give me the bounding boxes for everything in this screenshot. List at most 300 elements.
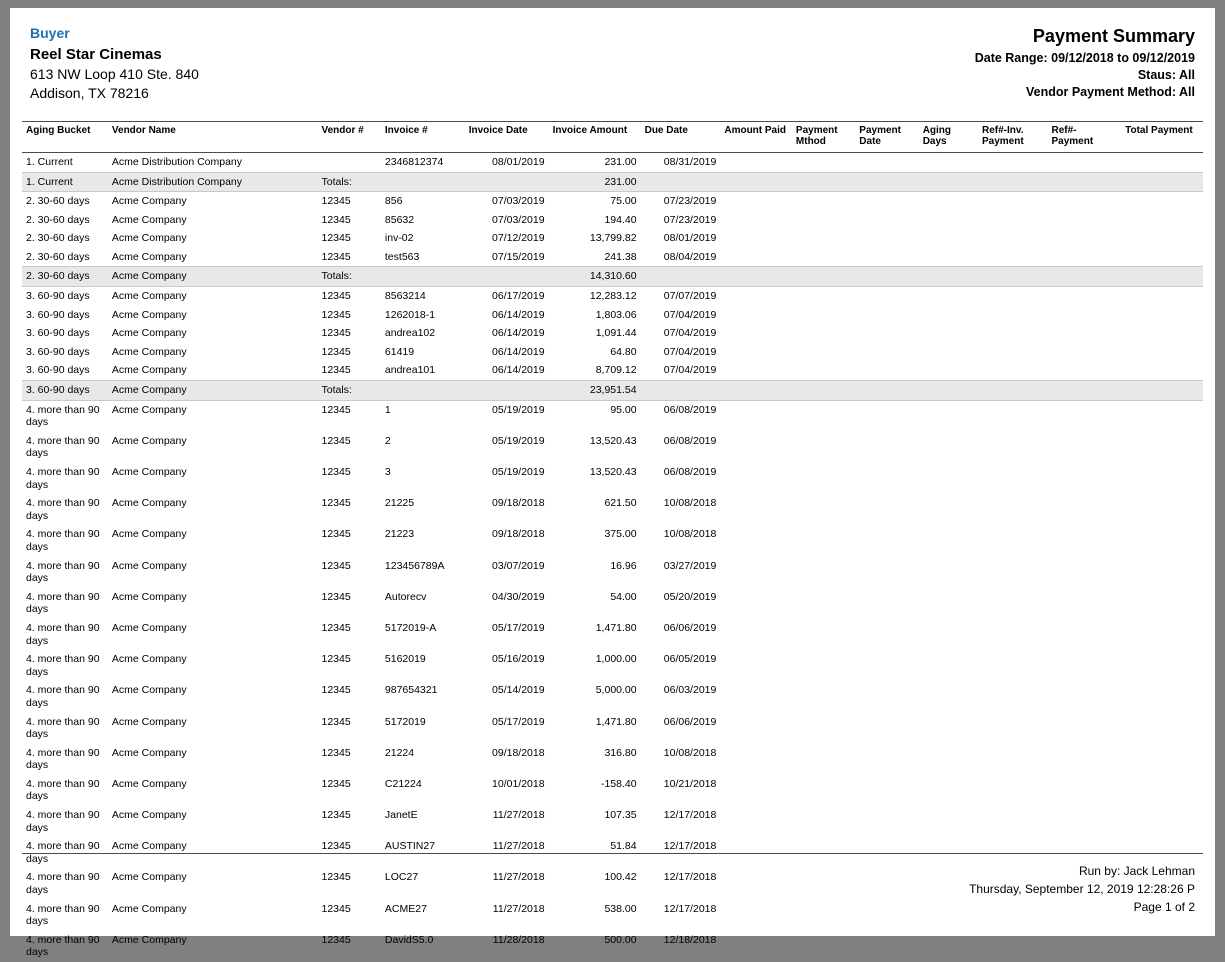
report-footer: [969, 862, 1195, 916]
aging-days-cell: [919, 248, 978, 267]
ref-inv-payment-cell: [978, 525, 1048, 556]
payment-date-cell: [855, 287, 918, 306]
col-vendor-number: Vendor #: [318, 121, 381, 152]
payment-date-cell: [855, 361, 918, 380]
ref-payment-cell: [1048, 192, 1122, 211]
invoice-amount-cell: 316.80: [604, 746, 637, 759]
invoice-amount-cell: 5,000.00: [595, 684, 637, 697]
ref-inv-payment-cell: [978, 248, 1048, 267]
invoice-amount-cell: 1,091.44: [595, 327, 637, 340]
ref-payment-cell: [1048, 432, 1122, 463]
total-payment-cell: [1121, 744, 1203, 775]
aging-bucket-cell: 3. 60-90 days: [26, 327, 90, 340]
invoice-number-cell: andrea101: [384, 364, 436, 377]
col-invoice-amount: Invoice Amount: [549, 121, 641, 152]
amount-paid-cell: [720, 806, 792, 837]
vendor-number-cell: 12345: [321, 434, 351, 447]
aging-bucket-cell: 3. 60-90 days: [26, 364, 90, 377]
ref-inv-payment-cell: [978, 381, 1048, 401]
payment-method-cell: [792, 525, 855, 556]
payment-method-cell: [792, 494, 855, 525]
aging-days-cell: [919, 192, 978, 211]
vendor-number-cell: Totals:: [318, 172, 381, 192]
total-payment-cell: [1121, 775, 1203, 806]
table-row: [22, 650, 1203, 681]
vendor-name-cell: Acme Company: [111, 403, 187, 416]
amount-paid-cell: [720, 287, 792, 306]
vendor-name-cell: Acme Company: [111, 327, 187, 340]
payment-method-cell: [792, 806, 855, 837]
payment-method-cell: [792, 172, 855, 192]
ref-inv-payment-cell: [978, 931, 1048, 962]
buyer-address-line-2: Addison, TX 78216: [30, 85, 149, 102]
ref-payment-cell: [1048, 211, 1122, 230]
ref-inv-payment-cell: [978, 361, 1048, 380]
payment-method-cell: [792, 775, 855, 806]
status-label: Staus: All: [1137, 68, 1195, 83]
invoice-amount-cell: 1,471.80: [595, 715, 637, 728]
page-title: Payment Summary: [1032, 26, 1195, 46]
amount-paid-cell: [720, 463, 792, 494]
invoice-amount-cell: 107.35: [604, 809, 637, 822]
invoice-date-cell: 11/27/2018: [492, 871, 545, 884]
invoice-date-cell: [465, 172, 549, 192]
ref-payment-cell: [1048, 306, 1122, 325]
payment-method-cell: [792, 432, 855, 463]
table-row: [22, 681, 1203, 712]
vendor-number-cell: 12345: [321, 232, 351, 245]
invoice-number-cell: [381, 172, 465, 192]
aging-bucket-cell: 4. more than 90 days: [26, 528, 100, 553]
payment-method-cell: [792, 400, 855, 432]
total-payment-cell: [1121, 713, 1203, 744]
vendor-name-cell: Acme Company: [111, 434, 187, 447]
ref-payment-cell: [1048, 267, 1122, 287]
payment-date-cell: [855, 381, 918, 401]
invoice-date-cell: [465, 267, 549, 287]
invoice-number-cell: 21224: [384, 746, 415, 759]
invoice-date-cell: 05/19/2019: [492, 434, 545, 447]
payment-date-cell: [855, 432, 918, 463]
aging-bucket-cell: 4. more than 90 days: [26, 466, 100, 491]
aging-bucket-cell: 4. more than 90 days: [26, 902, 100, 928]
due-date-cell: 06/06/2019: [663, 715, 717, 728]
vendor-name-cell: Acme Company: [111, 345, 187, 358]
invoice-amount-cell: 95.00: [610, 403, 637, 416]
due-date-cell: 12/18/2018: [663, 933, 717, 946]
ref-payment-cell: [1048, 588, 1122, 619]
invoice-number-cell: 987654321: [384, 684, 438, 697]
amount-paid-cell: [720, 931, 792, 962]
invoice-number-cell: andrea102: [384, 327, 436, 340]
aging-days-cell: [919, 211, 978, 230]
ref-payment-cell: [1048, 172, 1122, 192]
col-vendor-name: Vendor Name: [108, 121, 318, 152]
aging-days-cell: [919, 806, 978, 837]
vendor-number-cell: 12345: [321, 559, 351, 572]
total-payment-cell: [1121, 432, 1203, 463]
amount-paid-cell: [720, 211, 792, 230]
invoice-number-cell: LOC27: [384, 871, 419, 884]
invoice-date-cell: 10/01/2018: [492, 777, 545, 790]
vendor-number-cell: 12345: [321, 213, 351, 226]
total-payment-cell: [1121, 287, 1203, 306]
payment-date-cell: [855, 463, 918, 494]
invoice-number-cell: 5162019: [384, 653, 426, 666]
invoice-number-cell: [381, 267, 465, 287]
report-header: [22, 24, 1203, 103]
ref-inv-payment-cell: [978, 211, 1048, 230]
invoice-date-cell: 07/03/2019: [492, 195, 545, 208]
table-row: [22, 494, 1203, 525]
amount-paid-cell: [720, 229, 792, 248]
table-row: [22, 343, 1203, 362]
vendor-name-cell: Acme Company: [111, 213, 187, 226]
amount-paid-cell: [720, 681, 792, 712]
vendor-name-cell: Acme Company: [111, 559, 187, 572]
payment-method-cell: [792, 152, 855, 172]
total-payment-cell: [1121, 619, 1203, 650]
table-row: [22, 381, 1203, 401]
payment-date-cell: [855, 775, 918, 806]
table-row: [22, 432, 1203, 463]
vendor-number-cell: 12345: [321, 621, 351, 634]
payment-method-cell: [792, 713, 855, 744]
invoice-number-cell: 21225: [384, 497, 415, 510]
invoice-number-cell: test563: [384, 250, 420, 263]
run-datetime-label: Thursday, September 12, 2019 12:28:26 P: [969, 882, 1195, 896]
payment-date-cell: [855, 868, 918, 899]
vendor-name-cell: Acme Company: [111, 290, 187, 303]
payment-date-cell: [855, 229, 918, 248]
aging-days-cell: [919, 152, 978, 172]
total-payment-cell: [1121, 343, 1203, 362]
table-row: [22, 588, 1203, 619]
aging-bucket-cell: 4. more than 90 days: [26, 684, 100, 709]
ref-payment-cell: [1048, 248, 1122, 267]
vendor-number-cell: [318, 152, 381, 172]
col-ref-inv-payment: Ref#-Inv. Payment: [978, 121, 1048, 152]
payment-date-cell: [855, 713, 918, 744]
due-date-cell: 08/31/2019: [663, 155, 717, 168]
due-date-cell: 06/08/2019: [663, 434, 717, 447]
vendor-name-cell: Acme Company: [111, 902, 187, 915]
vendor-name-cell: Acme Company: [111, 497, 187, 510]
invoice-number-cell: Autorecv: [384, 590, 427, 603]
page-number-label: Page 1 of 2: [1133, 900, 1195, 914]
vendor-name-cell: Acme Company: [111, 250, 187, 263]
aging-bucket-cell: 2. 30-60 days: [26, 195, 90, 208]
report-summary-block: [975, 24, 1195, 101]
payment-method-cell: [792, 619, 855, 650]
invoice-date-cell: 11/27/2018: [492, 840, 545, 853]
invoice-number-cell: [381, 381, 465, 401]
invoice-number-cell: 21223: [384, 528, 415, 541]
aging-bucket-cell: 4. more than 90 days: [26, 403, 100, 429]
aging-days-cell: [919, 463, 978, 494]
vendor-number-cell: 12345: [321, 290, 351, 303]
vendor-number-cell: 12345: [321, 902, 351, 915]
aging-bucket-cell: 4. more than 90 days: [26, 559, 100, 585]
aging-days-cell: [919, 361, 978, 380]
due-date-cell: 10/08/2018: [663, 528, 717, 541]
invoice-amount-cell: 1,471.80: [595, 621, 637, 634]
amount-paid-cell: [720, 900, 792, 931]
ref-inv-payment-cell: [978, 806, 1048, 837]
payment-method-cell: [792, 287, 855, 306]
table-row: [22, 400, 1203, 432]
table-row: [22, 324, 1203, 343]
invoice-date-cell: 11/27/2018: [492, 809, 545, 822]
amount-paid-cell: [720, 775, 792, 806]
aging-bucket-cell: 4. more than 90 days: [26, 621, 100, 647]
invoice-number-cell: ACME27: [384, 902, 427, 915]
due-date-cell: 12/17/2018: [663, 840, 717, 853]
ref-inv-payment-cell: [978, 267, 1048, 287]
total-payment-cell: [1121, 324, 1203, 343]
ref-payment-cell: [1048, 287, 1122, 306]
report-page: [10, 8, 1215, 959]
invoice-date-cell: 11/27/2018: [492, 902, 545, 915]
vendor-number-cell: 12345: [321, 590, 351, 603]
vendor-number-cell: 12345: [321, 195, 351, 208]
aging-bucket-cell: 4. more than 90 days: [26, 590, 100, 616]
invoice-amount-cell: 54.00: [610, 590, 637, 603]
ref-inv-payment-cell: [978, 343, 1048, 362]
aging-bucket-cell: 3. 60-90 days: [22, 381, 108, 401]
vendor-number-cell: 12345: [321, 653, 351, 666]
payment-method-cell: [792, 211, 855, 230]
payment-date-cell: [855, 400, 918, 432]
vendor-name-cell: Acme Company: [111, 840, 187, 853]
vendor-payment-method-label: Vendor Payment Method: All: [1025, 85, 1195, 100]
aging-days-cell: [919, 619, 978, 650]
invoice-amount-cell: 538.00: [604, 902, 637, 915]
invoice-date-cell: 06/14/2019: [492, 327, 545, 340]
payment-date-cell: [855, 681, 918, 712]
payment-date-cell: [855, 343, 918, 362]
payment-method-cell: [792, 229, 855, 248]
invoice-date-cell: 05/14/2019: [492, 684, 545, 697]
aging-bucket-cell: 4. more than 90 days: [26, 840, 100, 865]
ref-payment-cell: [1048, 400, 1122, 432]
vendor-number-cell: 12345: [321, 746, 351, 759]
vendor-number-cell: 12345: [321, 933, 351, 946]
payment-date-cell: [855, 324, 918, 343]
amount-paid-cell: [720, 400, 792, 432]
total-payment-cell: [1121, 931, 1203, 962]
aging-bucket-cell: 2. 30-60 days: [26, 232, 90, 245]
payment-date-cell: [855, 900, 918, 931]
footer-divider: [22, 853, 1203, 854]
ref-payment-cell: [1048, 152, 1122, 172]
payment-date-cell: [855, 619, 918, 650]
due-date-cell: 08/04/2019: [663, 250, 717, 263]
invoice-number-cell: 123456789A: [384, 559, 445, 572]
aging-days-cell: [919, 681, 978, 712]
ref-payment-cell: [1048, 229, 1122, 248]
invoice-amount-cell: 13,799.82: [589, 232, 637, 245]
vendor-number-cell: 12345: [321, 777, 351, 790]
invoice-amount-cell: 13,520.43: [589, 466, 637, 479]
invoice-number-cell: 5172019: [384, 715, 426, 728]
aging-days-cell: [919, 432, 978, 463]
amount-paid-cell: [720, 361, 792, 380]
table-row: [22, 229, 1203, 248]
ref-inv-payment-cell: [978, 775, 1048, 806]
payment-method-cell: [792, 681, 855, 712]
invoice-number-cell: JanetE: [384, 809, 418, 822]
invoice-date-cell: 04/30/2019: [492, 590, 545, 603]
amount-paid-cell: [720, 343, 792, 362]
ref-payment-cell: [1048, 324, 1122, 343]
aging-bucket-cell: 4. more than 90 days: [26, 497, 100, 522]
invoice-number-cell: 3: [384, 466, 391, 479]
ref-payment-cell: [1048, 681, 1122, 712]
total-payment-cell: [1121, 400, 1203, 432]
aging-bucket-cell: 2. 30-60 days: [22, 267, 108, 287]
table-row: [22, 306, 1203, 325]
vendor-name-cell: Acme Company: [111, 809, 187, 822]
amount-paid-cell: [720, 432, 792, 463]
table-row: [22, 172, 1203, 192]
due-date-cell: 07/23/2019: [663, 213, 717, 226]
vendor-number-cell: 12345: [321, 871, 351, 884]
aging-days-cell: [919, 306, 978, 325]
vendor-number-cell: 12345: [321, 466, 351, 479]
due-date-cell: 12/17/2018: [663, 902, 717, 915]
aging-bucket-cell: 3. 60-90 days: [26, 308, 90, 321]
aging-days-cell: [919, 494, 978, 525]
vendor-name-cell: Acme Company: [111, 621, 187, 634]
amount-paid-cell: [720, 324, 792, 343]
payment-date-cell: [855, 744, 918, 775]
invoice-date-cell: 07/15/2019: [492, 250, 545, 263]
payment-method-cell: [792, 306, 855, 325]
invoice-amount-cell: 194.40: [604, 213, 637, 226]
invoice-number-cell: 85632: [384, 213, 415, 226]
table-row: [22, 267, 1203, 287]
invoice-amount-cell: -158.40: [600, 777, 637, 790]
aging-days-cell: [919, 381, 978, 401]
invoice-amount-cell: 23,951.54: [549, 381, 641, 401]
aging-days-cell: [919, 931, 978, 962]
invoice-number-cell: 856: [384, 195, 403, 208]
payment-method-cell: [792, 744, 855, 775]
invoice-date-cell: 05/17/2019: [492, 621, 545, 634]
ref-payment-cell: [1048, 744, 1122, 775]
table-row: [22, 192, 1203, 211]
vendor-number-cell: 12345: [321, 528, 351, 541]
payment-date-cell: [855, 267, 918, 287]
table-row: [22, 806, 1203, 837]
ref-payment-cell: [1048, 619, 1122, 650]
vendor-number-cell: 12345: [321, 327, 351, 340]
payment-method-cell: [792, 588, 855, 619]
due-date-cell: [641, 172, 721, 192]
invoice-amount-cell: 621.50: [604, 497, 637, 510]
amount-paid-cell: [720, 744, 792, 775]
payment-method-cell: [792, 868, 855, 899]
aging-days-cell: [919, 713, 978, 744]
table-row: [22, 211, 1203, 230]
due-date-cell: 12/17/2018: [663, 809, 717, 822]
table-row: [22, 931, 1203, 962]
vendor-name-cell: Acme Company: [111, 466, 187, 479]
ref-inv-payment-cell: [978, 192, 1048, 211]
aging-bucket-cell: 4. more than 90 days: [26, 434, 100, 460]
ref-inv-payment-cell: [978, 588, 1048, 619]
ref-payment-cell: [1048, 463, 1122, 494]
invoice-amount-cell: 13,520.43: [589, 434, 637, 447]
ref-payment-cell: [1048, 343, 1122, 362]
aging-days-cell: [919, 287, 978, 306]
ref-inv-payment-cell: [978, 400, 1048, 432]
vendor-name-cell: Acme Distribution Company: [111, 155, 243, 168]
vendor-name-cell: Acme Company: [111, 871, 187, 884]
due-date-cell: 05/20/2019: [663, 590, 717, 603]
invoice-number-cell: AUSTIN27: [384, 840, 436, 853]
aging-days-cell: [919, 557, 978, 588]
aging-days-cell: [919, 775, 978, 806]
amount-paid-cell: [720, 868, 792, 899]
invoice-amount-cell: 14,310.60: [549, 267, 641, 287]
total-payment-cell: [1121, 211, 1203, 230]
table-row: [22, 557, 1203, 588]
invoice-amount-cell: 375.00: [604, 528, 637, 541]
payment-method-cell: [792, 324, 855, 343]
col-payment-method: Payment Mthod: [792, 121, 855, 152]
aging-bucket-cell: 3. 60-90 days: [26, 345, 90, 358]
amount-paid-cell: [720, 381, 792, 401]
ref-inv-payment-cell: [978, 681, 1048, 712]
total-payment-cell: [1121, 463, 1203, 494]
amount-paid-cell: [720, 713, 792, 744]
invoice-date-cell: 09/18/2018: [492, 497, 545, 510]
payment-method-cell: [792, 248, 855, 267]
ref-payment-cell: [1048, 806, 1122, 837]
col-invoice-number: Invoice #: [381, 121, 465, 152]
ref-payment-cell: [1048, 525, 1122, 556]
table-row: [22, 744, 1203, 775]
amount-paid-cell: [720, 650, 792, 681]
invoice-date-cell: 05/19/2019: [492, 403, 545, 416]
invoice-amount-cell: 75.00: [610, 195, 637, 208]
invoice-number-cell: 8563214: [384, 290, 426, 303]
aging-bucket-cell: 3. 60-90 days: [26, 290, 90, 303]
vendor-number-cell: 12345: [321, 715, 351, 728]
col-ref-payment: Ref#- Payment: [1048, 121, 1122, 152]
table-header-row: [22, 121, 1203, 152]
vendor-number-cell: 12345: [321, 345, 351, 358]
buyer-block: [30, 24, 199, 103]
payment-method-cell: [792, 267, 855, 287]
total-payment-cell: [1121, 806, 1203, 837]
aging-bucket-cell: 1. Current: [22, 172, 108, 192]
amount-paid-cell: [720, 152, 792, 172]
payment-date-cell: [855, 931, 918, 962]
aging-days-cell: [919, 588, 978, 619]
vendor-number-cell: Totals:: [318, 381, 381, 401]
amount-paid-cell: [720, 267, 792, 287]
table-body: [22, 152, 1203, 962]
invoice-amount-cell: 231.00: [549, 172, 641, 192]
invoice-number-cell: 2: [384, 434, 391, 447]
vendor-number-cell: 12345: [321, 684, 351, 697]
payment-method-cell: [792, 343, 855, 362]
due-date-cell: 10/21/2018: [663, 777, 717, 790]
due-date-cell: 07/04/2019: [663, 364, 717, 377]
